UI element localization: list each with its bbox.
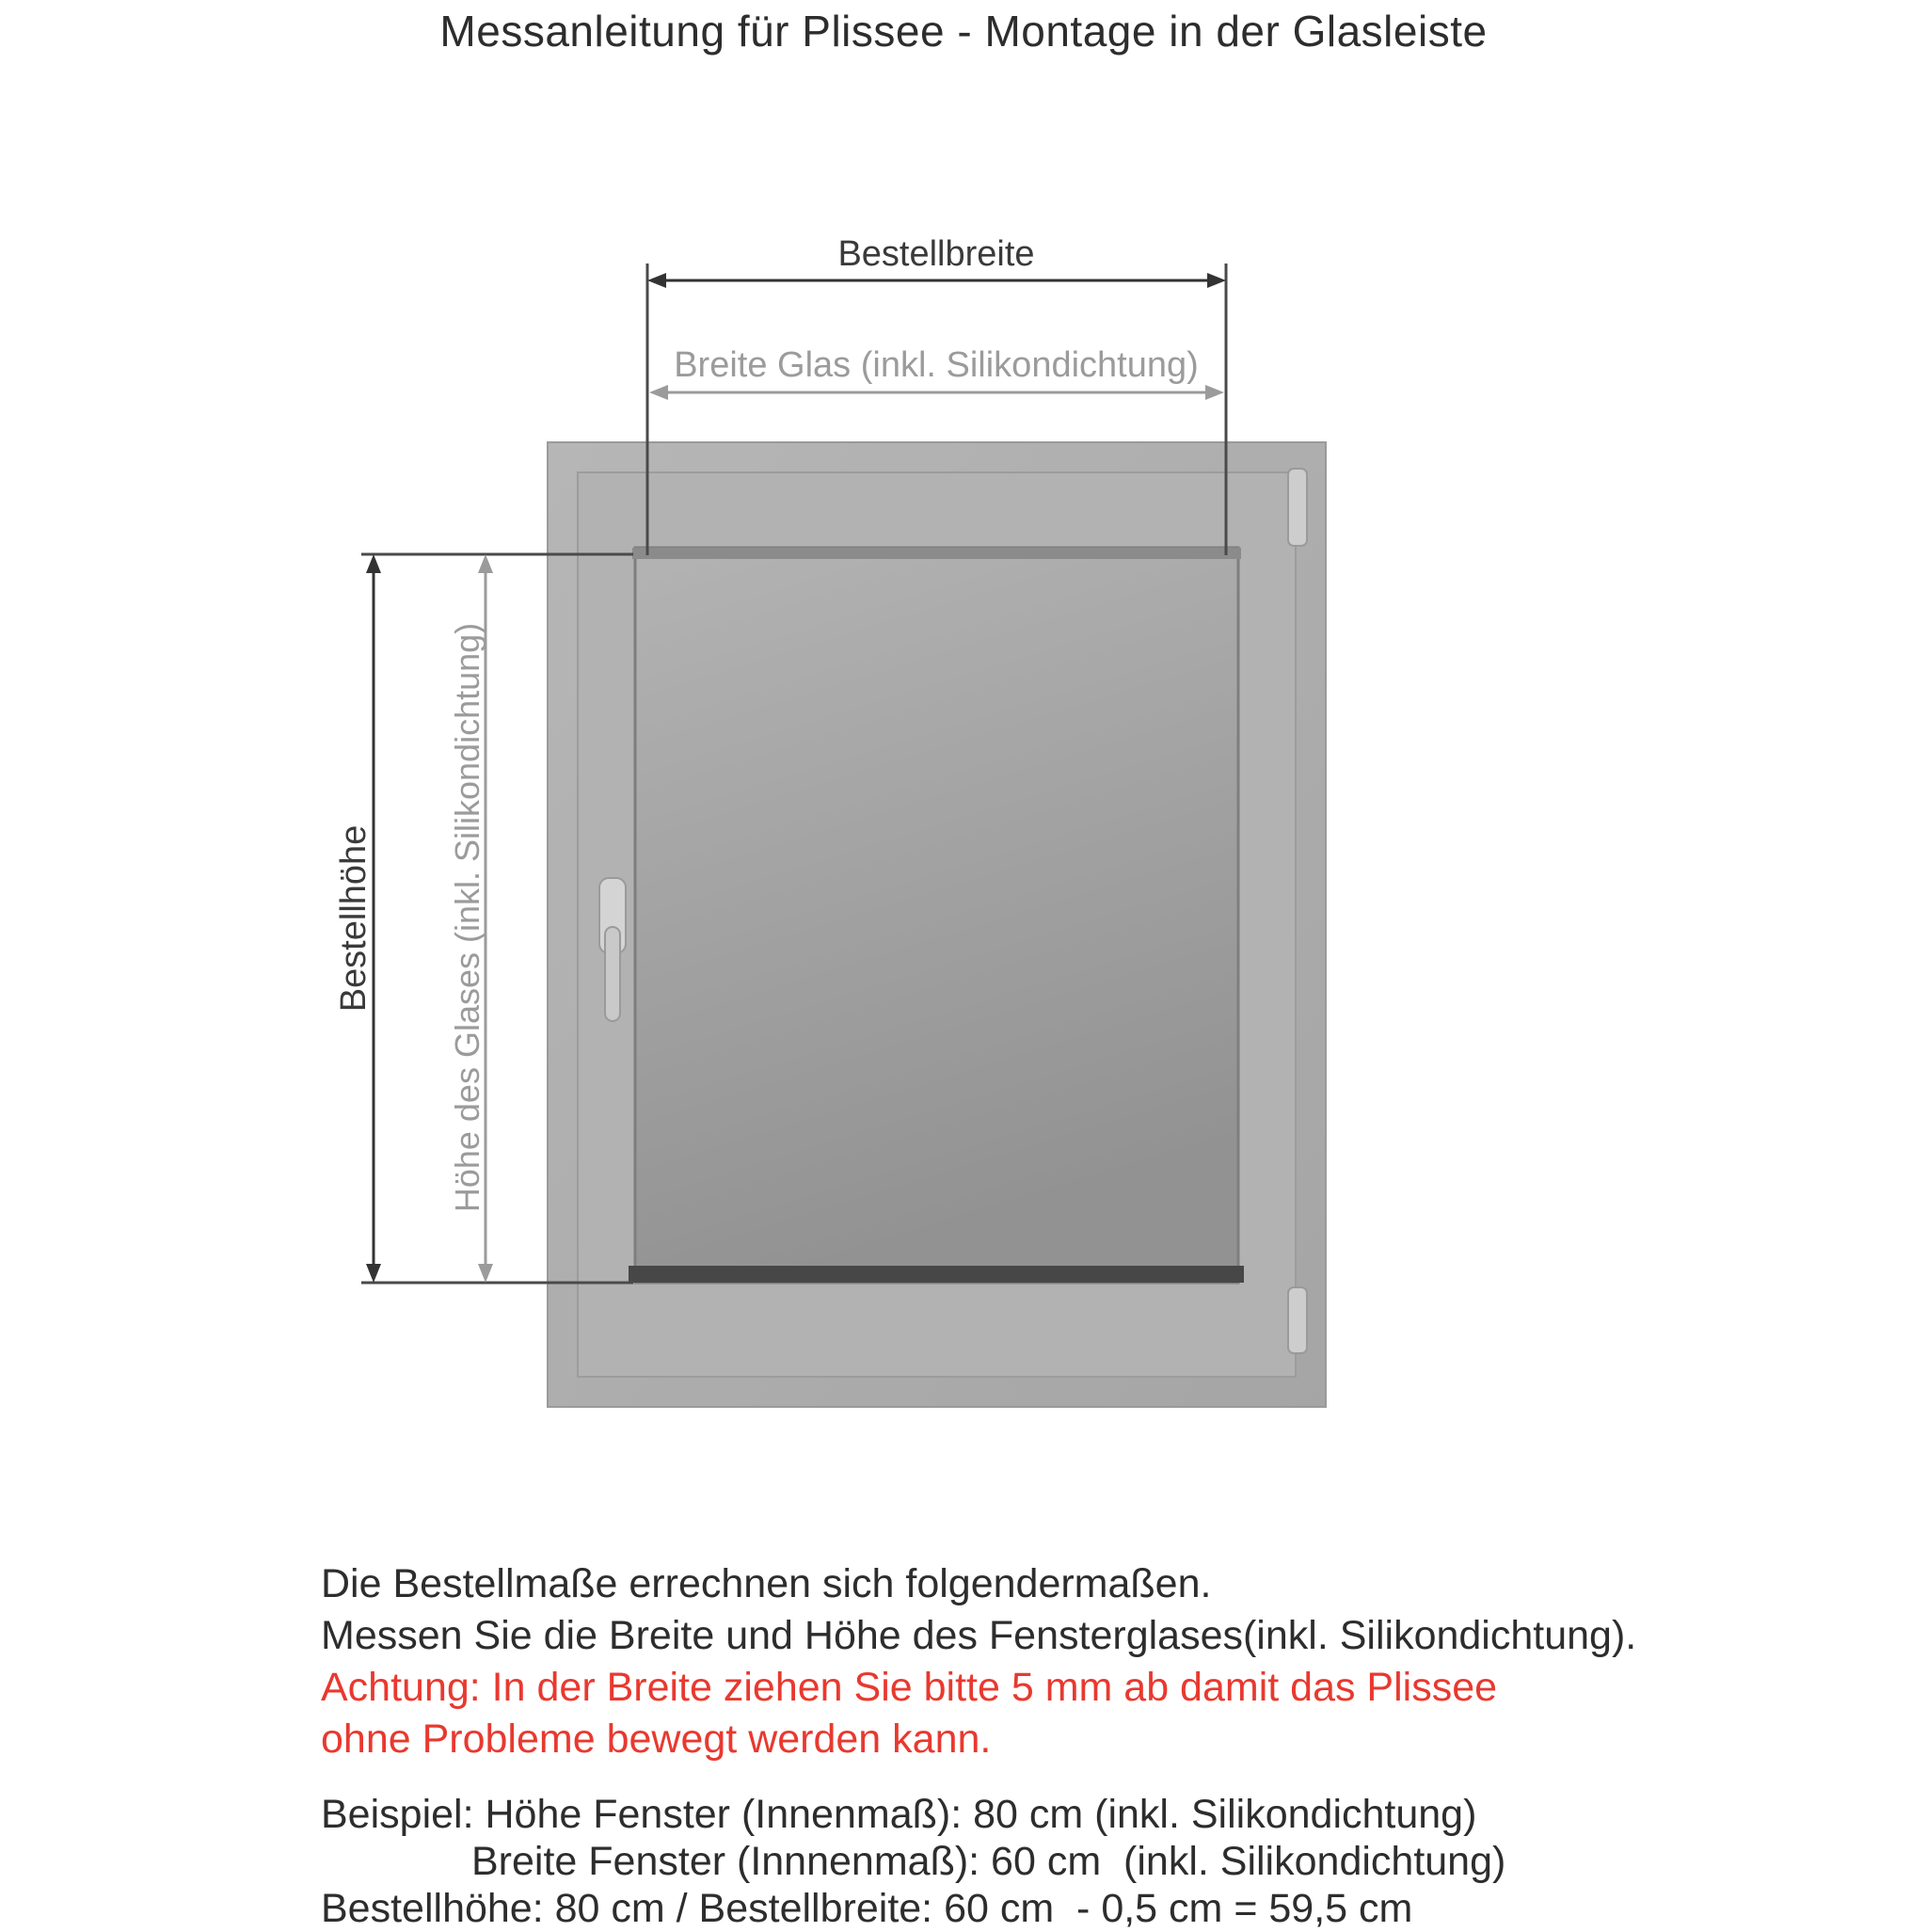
example-line-3: Bestellhöhe: 80 cm / Bestellbreite: 60 cm - 0,5 cm = 59,5 cm	[321, 1886, 1413, 1931]
hinge-top-icon	[1288, 469, 1307, 546]
instruction-line-2: Messen Sie die Breite und Höhe des Fensterglases(inkl. Silikondichtung).	[321, 1613, 1637, 1658]
warning-line-2: ohne Probleme bewegt werden kann.	[321, 1716, 992, 1762]
example-line-2: Breite Fenster (Innnenmaß): 60 cm (inkl. Silikondichtung)	[471, 1839, 1506, 1884]
order-width-arrow-left-icon	[647, 273, 666, 288]
example-line-1: Beispiel: Höhe Fenster (Innenmaß): 80 cm (inkl. Silikondichtung)	[321, 1792, 1477, 1837]
dim-order-width	[647, 234, 1226, 288]
glass-bottom-bead	[629, 1266, 1244, 1283]
window-illustration	[548, 442, 1326, 1407]
glass-height-arrow-top-icon	[478, 554, 493, 573]
order-height-label: Bestellhöhe	[334, 824, 374, 1013]
glass-width-arrow-right-icon	[1205, 385, 1224, 400]
glass-width-arrow-left-icon	[649, 385, 668, 400]
glass-width-label: Breite Glas (inkl. Silikondichtung)	[674, 345, 1199, 385]
order-width-arrow-right-icon	[1207, 273, 1226, 288]
dim-order-height	[334, 554, 381, 1283]
page-title: Messanleitung für Plissee - Montage in der Glasleiste	[439, 7, 1488, 56]
glass-height-label: Höhe des Glases (inkl. Silikondichtung)	[448, 622, 486, 1213]
dim-glass-width	[649, 345, 1224, 400]
example-block	[321, 1791, 1505, 1932]
warning-line-1: Achtung: In der Breite ziehen Sie bitte 5 mm ab damit das Plissee	[321, 1665, 1498, 1710]
window-glass	[635, 548, 1238, 1283]
instructions-block	[321, 1558, 1636, 1765]
order-width-label: Bestellbreite	[837, 234, 1035, 274]
glass-height-arrow-bottom-icon	[478, 1264, 493, 1283]
glass-top-bead	[632, 548, 1241, 559]
window-handle-lever	[605, 927, 620, 1021]
order-height-arrow-top-icon	[366, 554, 381, 573]
hinge-bottom-icon	[1288, 1287, 1307, 1353]
instruction-line-1: Die Bestellmaße errechnen sich folgendermaßen.	[321, 1561, 1212, 1606]
dim-glass-height	[448, 554, 493, 1283]
order-height-arrow-bottom-icon	[366, 1264, 381, 1283]
